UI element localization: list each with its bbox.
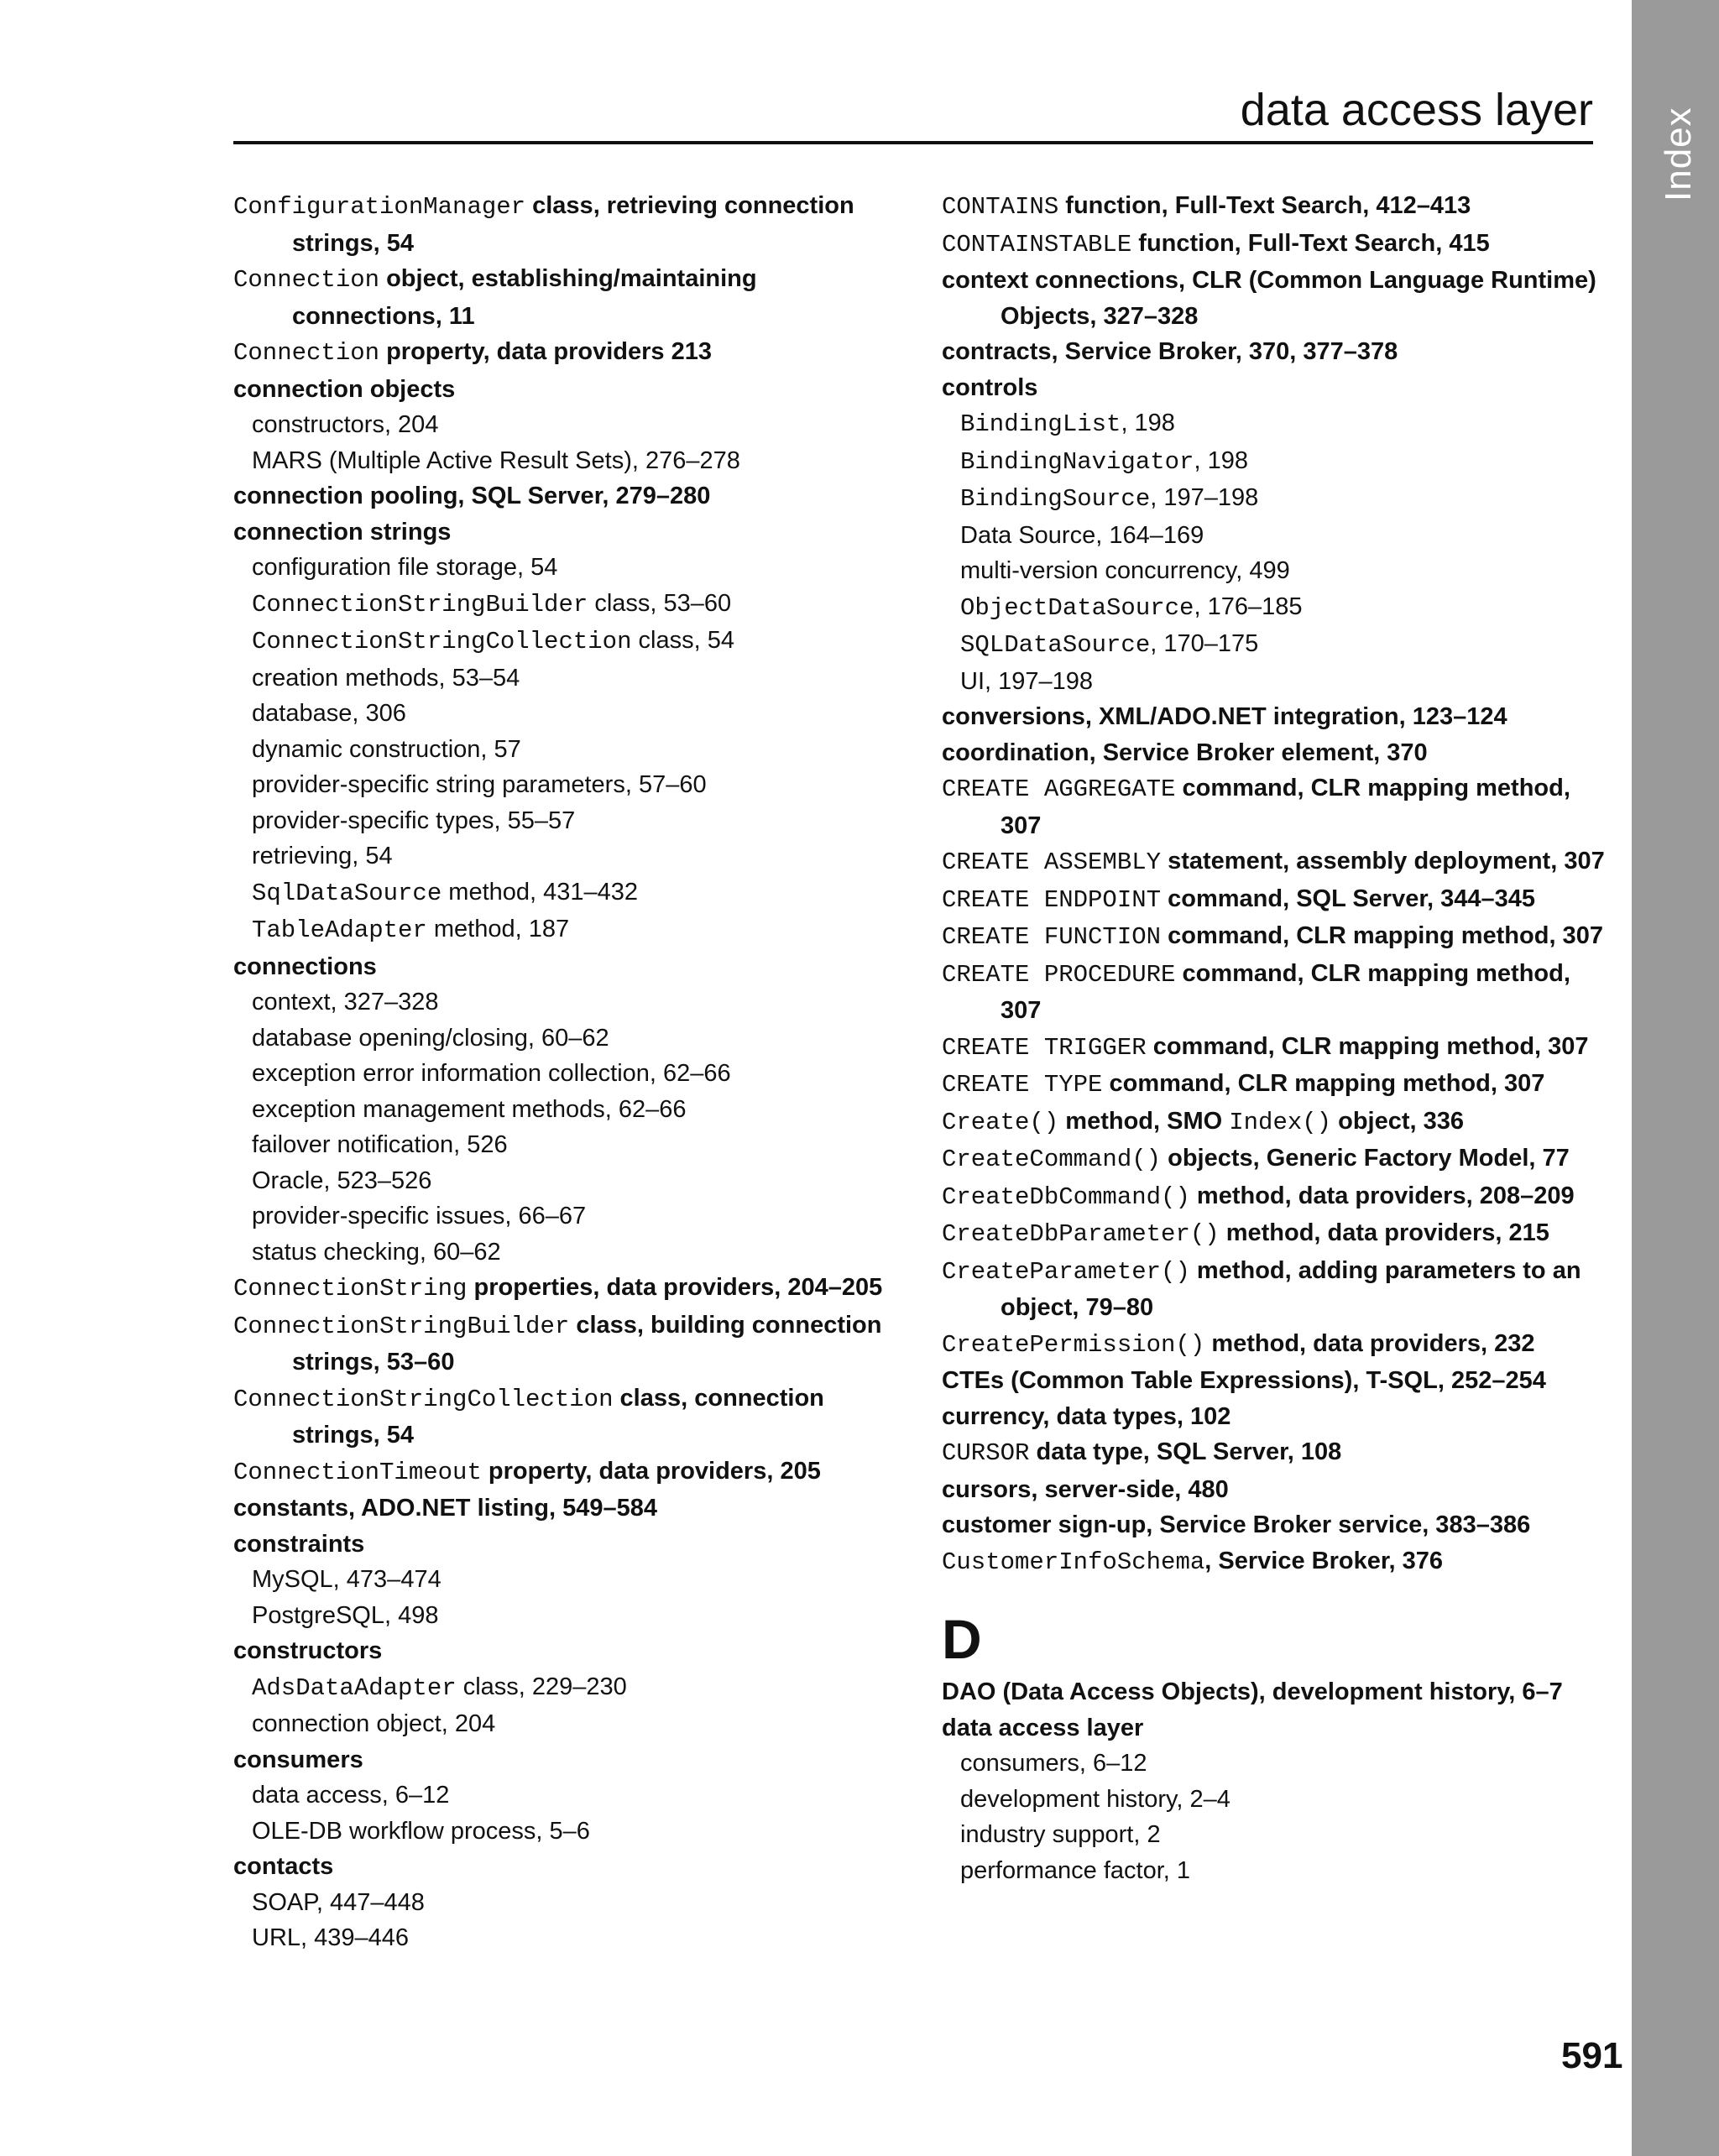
- entry-text: class, 53–60: [588, 589, 732, 617]
- entry-text: object, establishing/maintaining connections, 11: [292, 265, 757, 330]
- index-entry: [233, 334, 905, 372]
- index-subentry: [233, 623, 905, 660]
- entry-text: connection object, 204: [252, 1710, 496, 1737]
- entry-text: function, Full-Text Search, 412–413: [1058, 192, 1471, 219]
- code-term: CREATE TYPE: [942, 1071, 1103, 1099]
- entry-text: MARS (Multiple Active Result Sets), 276–278: [252, 446, 740, 474]
- code-term: CREATE ASSEMBLY: [942, 848, 1162, 876]
- page-number: 591: [1561, 2035, 1623, 2076]
- entry-text: connections: [233, 953, 377, 980]
- entry-text: Data Source, 164–169: [960, 521, 1204, 549]
- index-entry: [233, 478, 905, 514]
- index-subentry: [942, 518, 1613, 554]
- entry-text: context, 327–328: [252, 989, 439, 1015]
- code-term: CONTAINSTABLE: [942, 230, 1132, 258]
- code-term: CustomerInfoSchema: [942, 1548, 1205, 1576]
- entry-text: method, 187: [426, 916, 570, 942]
- entry-text: DAO (Data Access Objects), development history, 6–7: [942, 1678, 1563, 1705]
- index-subentry: [233, 1235, 905, 1271]
- entry-text: SOAP, 447–448: [252, 1888, 425, 1916]
- index-subentry: [233, 1778, 905, 1814]
- index-subentry: [233, 874, 905, 912]
- entry-text: coordination, Service Broker element, 370: [942, 739, 1428, 766]
- entry-text: constraints: [233, 1530, 365, 1558]
- code-term: CREATE FUNCTION: [942, 923, 1162, 951]
- index-entry: [942, 1215, 1613, 1253]
- code-term: ConnectionTimeout: [233, 1458, 482, 1486]
- index-entry: [233, 1381, 905, 1454]
- entry-text: performance factor, 1: [960, 1856, 1191, 1884]
- index-entry: [942, 370, 1613, 406]
- index-entry: [942, 1253, 1613, 1326]
- code-term: AdsDataAdapter: [252, 1673, 457, 1702]
- index-entry: [233, 1490, 905, 1527]
- entry-text: statement, assembly deployment, 307: [1161, 848, 1605, 874]
- code-term: Connection: [233, 266, 380, 294]
- index-entry: [942, 1507, 1613, 1543]
- code-term: CREATE ENDPOINT: [942, 885, 1162, 914]
- code-term: SqlDataSource: [252, 879, 442, 907]
- index-letter-heading: D: [942, 1608, 982, 1670]
- index-subentry: [942, 626, 1613, 664]
- entry-text: class, 229–230: [456, 1673, 627, 1700]
- index-subentry: [233, 1198, 905, 1235]
- entry-text: Oracle, 523–526: [252, 1167, 432, 1194]
- index-entry: [233, 261, 905, 334]
- entry-text: database, 306: [252, 700, 406, 727]
- entry-text: retrieving, 54: [252, 843, 393, 869]
- index-entry: [233, 1454, 905, 1491]
- code-term: CREATE AGGREGATE: [942, 775, 1176, 803]
- index-subentry: [233, 443, 905, 479]
- index-entry: [233, 1270, 905, 1308]
- entry-text: method, 431–432: [442, 878, 639, 906]
- entry-text: connection pooling, SQL Server, 279–280: [233, 483, 711, 509]
- code-term: CREATE TRIGGER: [942, 1033, 1147, 1062]
- index-entry: [942, 770, 1613, 843]
- index-entry: [942, 226, 1613, 264]
- index-column-left: [233, 188, 905, 1956]
- index-subentry: [233, 1598, 905, 1634]
- entry-text: data access layer: [942, 1714, 1144, 1741]
- code-term: BindingNavigator: [960, 447, 1194, 476]
- entry-text: , 198: [1194, 446, 1248, 474]
- index-entry: [942, 1710, 1613, 1746]
- entry-text: method, adding parameters to an object, 79–80: [1001, 1256, 1581, 1321]
- entry-text: creation methods, 53–54: [252, 664, 520, 692]
- index-entry: [233, 514, 905, 551]
- code-term: ConnectionStringCollection: [233, 1385, 614, 1413]
- code-term: CreateCommand(): [942, 1146, 1162, 1173]
- index-entry: [942, 263, 1613, 334]
- entry-text: contracts, Service Broker, 370, 377–378: [942, 338, 1398, 365]
- entry-text: contacts: [233, 1853, 334, 1880]
- entry-text: CTEs (Common Table Expressions), T-SQL, 252–254: [942, 1367, 1546, 1394]
- entry-text: conversions, XML/ADO.NET integration, 123–124: [942, 703, 1507, 730]
- index-subentry: [942, 553, 1613, 589]
- entry-text: command, CLR mapping method, 307: [1146, 1032, 1589, 1060]
- running-head: data access layer: [1240, 85, 1593, 135]
- entry-text: controls: [942, 373, 1038, 401]
- code-term: CreatePermission(): [942, 1330, 1205, 1359]
- index-subentry: [233, 1920, 905, 1956]
- index-subentry: [233, 586, 905, 624]
- entry-text: command, CLR mapping method, 307: [1161, 922, 1603, 949]
- entry-text: provider-specific types, 55–57: [252, 807, 576, 834]
- index-subentry: [233, 407, 905, 443]
- index-entry: [233, 1633, 905, 1669]
- entry-text: constants, ADO.NET listing, 549–584: [233, 1495, 657, 1522]
- index-subentry: [233, 767, 905, 803]
- entry-text: failover notification, 526: [252, 1131, 508, 1158]
- code-term: ConnectionStringCollection: [252, 628, 632, 655]
- entry-text: provider-specific issues, 66–67: [252, 1203, 587, 1229]
- entry-text: command, CLR mapping method, 307: [1102, 1070, 1545, 1097]
- entry-text: command, CLR mapping method, 307: [1001, 775, 1570, 839]
- entry-text: status checking, 60–62: [252, 1238, 501, 1266]
- index-entry: [942, 1399, 1613, 1435]
- entry-text: function, Full-Text Search, 415: [1131, 229, 1490, 257]
- index-subentry: [233, 1021, 905, 1057]
- index-column-right: [942, 188, 1613, 1888]
- entry-text: data access, 6–12: [252, 1782, 450, 1809]
- code-term: CreateDbCommand(): [942, 1182, 1190, 1211]
- index-entry: [942, 1363, 1613, 1399]
- entry-text: industry support, 2: [960, 1821, 1161, 1848]
- entry-text: command, SQL Server, 344–345: [1161, 885, 1536, 912]
- entry-text: exception management methods, 62–66: [252, 1095, 687, 1123]
- entry-text: database opening/closing, 60–62: [252, 1024, 609, 1052]
- index-subentry: [233, 1562, 905, 1598]
- index-subentry: [233, 696, 905, 732]
- index-entry: [233, 1527, 905, 1563]
- index-subentry: [942, 443, 1613, 481]
- code-term: CONTAINS: [942, 193, 1059, 221]
- code-term: CURSOR: [942, 1439, 1030, 1467]
- index-entry: [233, 1308, 905, 1381]
- entry-text: , Service Broker, 376: [1204, 1547, 1444, 1574]
- entry-text: properties, data providers, 204–205: [467, 1274, 883, 1301]
- code-term: TableAdapter: [252, 916, 427, 944]
- index-entry: [942, 918, 1613, 956]
- entry-text: URL, 439–446: [252, 1924, 410, 1951]
- entry-text: class, connection strings, 54: [292, 1384, 824, 1449]
- entry-text: object, 336: [1331, 1107, 1465, 1135]
- index-entry: [942, 881, 1613, 919]
- entry-text: data type, SQL Server, 108: [1029, 1438, 1342, 1465]
- index-subentry: [942, 1782, 1613, 1818]
- index-entry: [233, 1849, 905, 1885]
- index-side-tab: [1632, 0, 1719, 2156]
- entry-text: method, data providers, 215: [1219, 1219, 1549, 1246]
- index-subentry: [942, 1746, 1613, 1782]
- entry-text: , 176–185: [1194, 593, 1303, 620]
- entry-text: constructors: [233, 1637, 383, 1664]
- index-entry: [942, 843, 1613, 881]
- entry-text: provider-specific string parameters, 57–60: [252, 771, 707, 798]
- code-term: Index(): [1229, 1108, 1332, 1136]
- index-entry: [942, 1472, 1613, 1508]
- index-subentry: [233, 550, 905, 586]
- entry-text: OLE-DB workflow process, 5–6: [252, 1817, 590, 1845]
- entry-text: , 198: [1121, 410, 1175, 436]
- entry-text: consumers: [233, 1746, 363, 1773]
- index-entry: [233, 188, 905, 261]
- entry-text: connection objects: [233, 375, 456, 403]
- index-subentry: [942, 589, 1613, 627]
- entry-text: , 170–175: [1150, 630, 1259, 657]
- entry-text: PostgreSQL, 498: [252, 1601, 439, 1629]
- entry-text: constructors, 204: [252, 411, 439, 438]
- index-entry: [233, 1742, 905, 1778]
- index-subentry: [233, 1885, 905, 1921]
- index-subentry: [942, 1853, 1613, 1889]
- index-subentry: [233, 1814, 905, 1850]
- index-entry: [942, 1141, 1613, 1178]
- index-subentry: [233, 803, 905, 839]
- entry-text: consumers, 6–12: [960, 1750, 1147, 1777]
- index-entry: [942, 1029, 1613, 1067]
- code-term: BindingSource: [960, 485, 1151, 513]
- entry-text: command, CLR mapping method, 307: [1001, 959, 1570, 1024]
- index-subentry: [942, 480, 1613, 518]
- code-term: CreateParameter(): [942, 1257, 1190, 1286]
- index-subentry: [233, 1127, 905, 1163]
- code-term: CreateDbParameter(): [942, 1220, 1220, 1248]
- header-rule: [233, 141, 1593, 144]
- entry-text: class, 54: [631, 627, 734, 654]
- code-term: ConfigurationManager: [233, 193, 526, 221]
- index-entry: [942, 1178, 1613, 1216]
- entry-text: , 197–198: [1150, 484, 1259, 511]
- entry-text: MySQL, 473–474: [252, 1566, 442, 1593]
- index-entry: [942, 1674, 1613, 1710]
- index-entry: [942, 1543, 1613, 1581]
- index-entry: [942, 334, 1613, 370]
- index-subentry: [233, 838, 905, 874]
- index-entry: [942, 956, 1613, 1029]
- index-subentry: [233, 732, 905, 768]
- code-term: ConnectionStringBuilder: [252, 590, 588, 619]
- entry-text: UI, 197–198: [960, 667, 1094, 695]
- entry-text: property, data providers 213: [379, 338, 712, 365]
- index-subentry: [233, 911, 905, 949]
- index-subentry: [233, 1163, 905, 1199]
- code-term: Create(): [942, 1108, 1059, 1136]
- code-term: Connection: [233, 339, 380, 367]
- index-subentry: [233, 1056, 905, 1092]
- index-subentry: [942, 405, 1613, 443]
- side-tab-label: Index: [1658, 107, 1699, 201]
- entry-text: cursors, server-side, 480: [942, 1475, 1229, 1503]
- entry-text: customer sign-up, Service Broker service, 383–386: [942, 1511, 1531, 1538]
- entry-text: class, retrieving connection strings, 54: [292, 192, 854, 257]
- entry-text: method, SMO: [1058, 1107, 1230, 1135]
- code-term: ObjectDataSource: [960, 593, 1194, 622]
- index-subentry: [942, 1817, 1613, 1853]
- entry-text: method, data providers, 232: [1204, 1329, 1535, 1357]
- index-entry: [942, 1104, 1613, 1141]
- code-term: SQLDataSource: [960, 631, 1151, 659]
- entry-text: context connections, CLR (Common Language Runtime) Objects, 327–328: [942, 267, 1596, 330]
- index-subentry: [942, 664, 1613, 700]
- entry-text: property, data providers, 205: [481, 1457, 821, 1485]
- entry-text: multi-version concurrency, 499: [960, 557, 1290, 584]
- entry-text: dynamic construction, 57: [252, 735, 521, 763]
- code-term: ConnectionStringBuilder: [233, 1312, 570, 1340]
- index-subentry: [233, 1669, 905, 1707]
- index-subentry: [233, 1092, 905, 1128]
- code-term: BindingList: [960, 410, 1121, 438]
- index-entry: [942, 1326, 1613, 1364]
- index-subentry: [233, 1706, 905, 1742]
- code-term: CREATE PROCEDURE: [942, 960, 1176, 989]
- index-entry: [942, 188, 1613, 226]
- entry-text: class, building connection strings, 53–60: [292, 1311, 882, 1376]
- index-subentry: [233, 984, 905, 1021]
- entry-text: connection strings: [233, 518, 452, 546]
- entry-text: configuration file storage, 54: [252, 554, 558, 581]
- index-entry: [942, 699, 1613, 735]
- index-entry: [942, 1434, 1613, 1472]
- index-entry: [233, 949, 905, 985]
- entry-text: development history, 2–4: [960, 1785, 1230, 1813]
- index-subentry: [233, 660, 905, 697]
- entry-text: method, data providers, 208–209: [1189, 1182, 1575, 1209]
- index-entry: [942, 735, 1613, 771]
- entry-text: objects, Generic Factory Model, 77: [1161, 1145, 1570, 1172]
- index-entry: [233, 372, 905, 408]
- entry-text: currency, data types, 102: [942, 1402, 1231, 1430]
- entry-text: exception error information collection, 62–66: [252, 1060, 731, 1087]
- index-entry: [942, 1066, 1613, 1104]
- code-term: ConnectionString: [233, 1275, 468, 1302]
